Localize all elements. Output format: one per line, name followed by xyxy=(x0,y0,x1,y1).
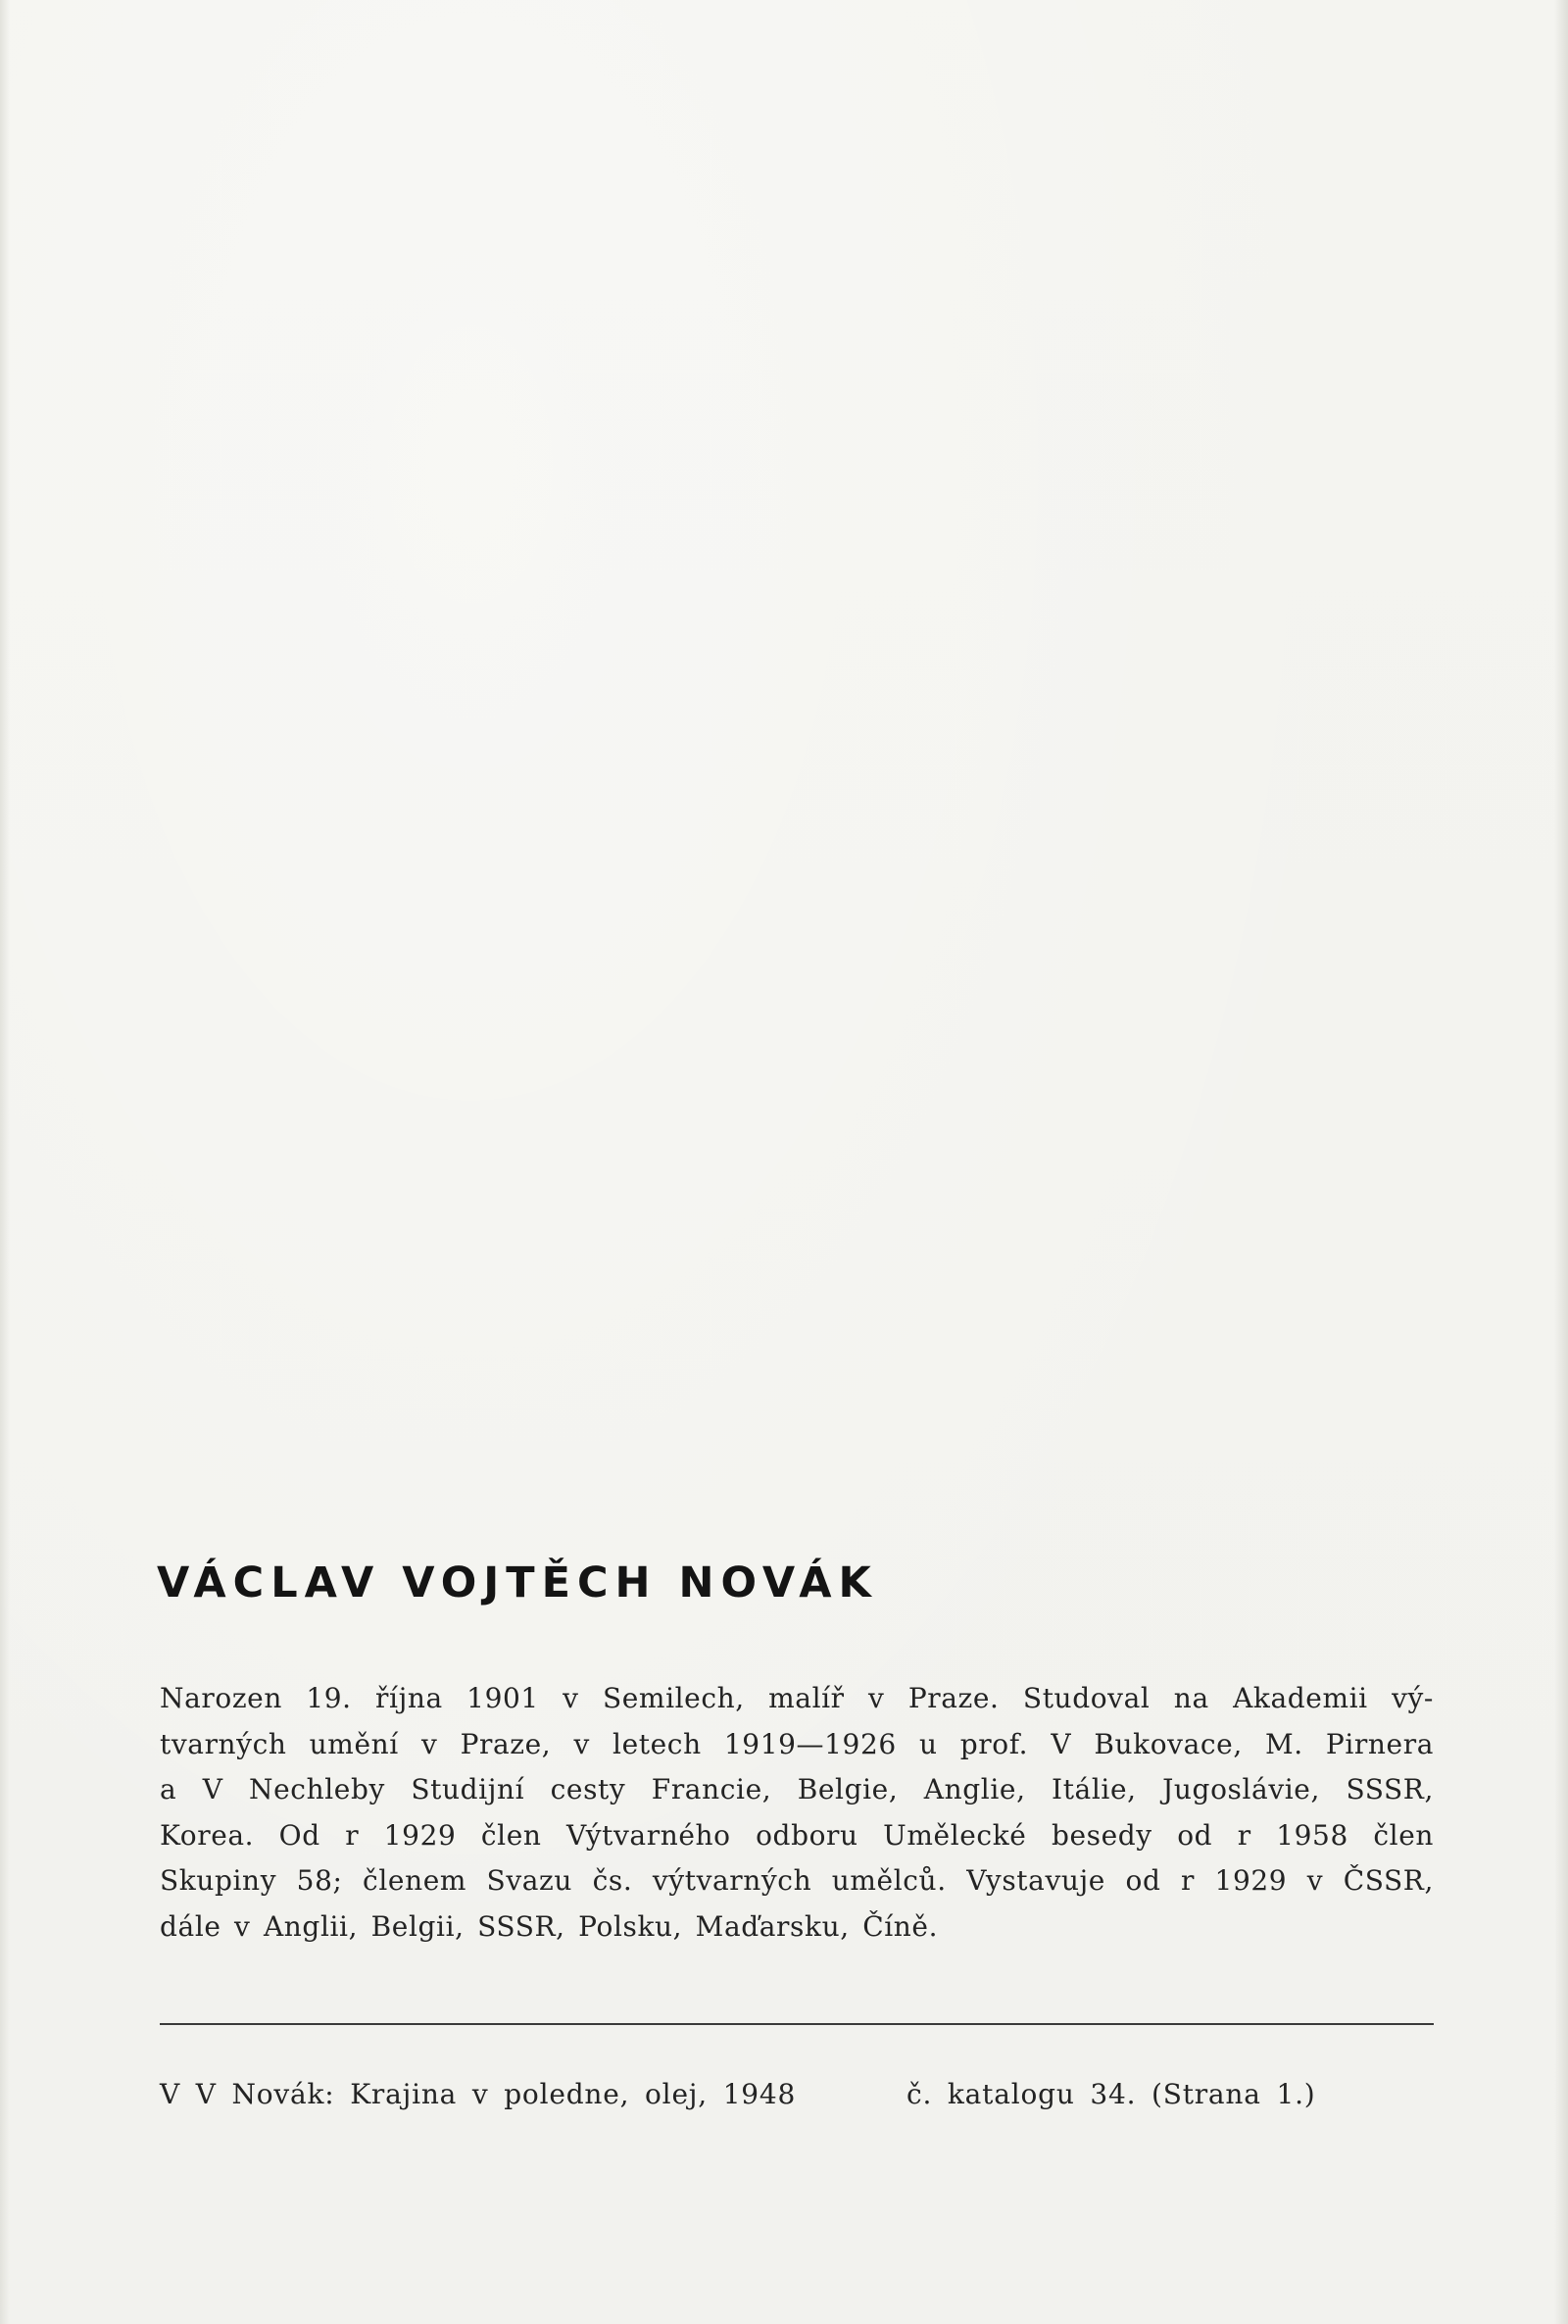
artist-name-heading: VÁCLAV VOJTĚCH NOVÁK xyxy=(157,1558,878,1607)
biography-line: tvarných umění v Praze, v letech 1919—1926 u prof. V Bukovace, M. Pirnera xyxy=(160,1727,1434,1760)
biography-paragraph xyxy=(160,1676,1434,1950)
paper-edge-left xyxy=(0,0,10,2324)
horizontal-divider xyxy=(160,2023,1434,2025)
catalog-reference: č. katalogu 34. (Strana 1.) xyxy=(906,2078,1316,2110)
biography-line: dále v Anglii, Belgii, SSSR, Polsku, Maďarsku, Číně. xyxy=(160,1909,939,1943)
biography-line: a V Nechleby Studijní cesty Francie, Belgie, Anglie, Itálie, Jugoslávie, SSSR, xyxy=(160,1773,1434,1805)
paper-edge-right xyxy=(1554,0,1568,2324)
biography-line: Narozen 19. října 1901 v Semilech, malíř v Praze. Studoval na Akademii vý- xyxy=(160,1682,1434,1714)
biography-line: Korea. Od r 1929 člen Výtvarného odboru Umělecké besedy od r 1958 člen xyxy=(160,1818,1434,1852)
artwork-caption: V V Novák: Krajina v poledne, olej, 1948 xyxy=(160,2078,797,2110)
biography-line: Skupiny 58; členem Svazu čs. výtvarných umělců. Vystavuje od r 1929 v ČSSR, xyxy=(160,1864,1434,1897)
